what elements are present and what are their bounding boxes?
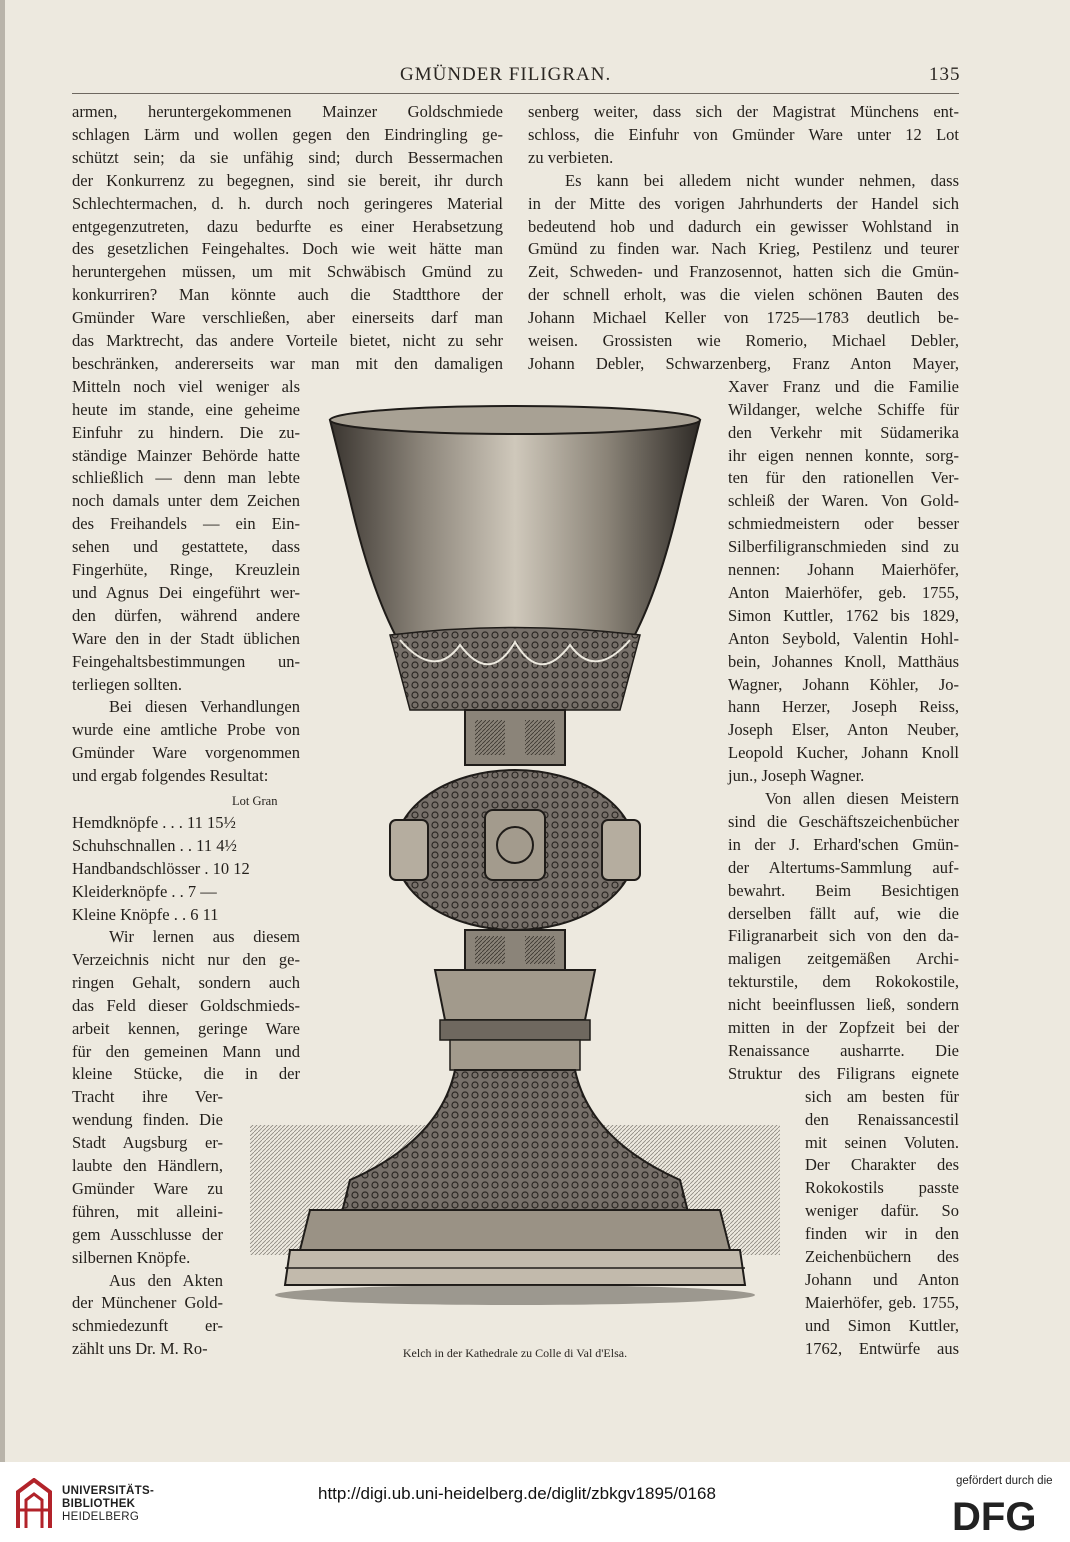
right-column-line: 1762, Entwürfe aus [805, 1338, 959, 1358]
dfg-logo [950, 1492, 1056, 1534]
right-column-line: Es kann bei alledem nicht wunder nehmen, dass [565, 170, 959, 190]
right-column-line: nicht beeinflussen ließ, sondern [728, 995, 959, 1015]
header-rule [72, 93, 959, 94]
right-column-line: nennen: Johann Maierhöfer, [728, 560, 959, 579]
left-column-line: noch damals unter dem Zeichen [72, 491, 300, 511]
left-column-line: armen, heruntergekommenen Mainzer Goldschmiede [72, 102, 503, 121]
left-column-line: Einfuhr zu hindern. Die zu- [72, 422, 300, 442]
table-header: Lot Gran [232, 794, 278, 808]
right-column-line: schloss, die Einfuhr von Gmünder Ware unter 12 Lot [528, 124, 959, 144]
right-column-line: Anton Seybold, Valentin Hohl- [728, 628, 959, 648]
left-column-line: das Marktrecht, das andere Vorteile bietet, nicht zu sehr [72, 331, 503, 350]
right-column-line: hann Herzer, Joseph Reiss, [728, 697, 959, 717]
left-column-line: laubte den Händlern, [72, 1156, 223, 1175]
left-column-line: heute im stande, eine geheime [72, 399, 300, 419]
left-column-line: den dürfen, während andere [72, 605, 300, 625]
table-row: Kleine Knöpfe . . 6 11 [72, 904, 219, 924]
right-column-line: bein, Johannes Knoll, Matthäus [728, 651, 959, 671]
left-column-line: der Konkurrenz zu begegnen, sind sie bereit, ihr durch [72, 170, 503, 190]
right-column-line: in der Mitte des vorigen Jahrhunderts der Handel sich [528, 193, 959, 213]
right-column-line: senberg weiter, dass sich der Magistrat Münchens ent- [528, 102, 959, 121]
right-column-line: bewahrt. Beim Besichtigen [728, 880, 959, 900]
left-column-line: Verzeichnis nicht nur den ge- [72, 949, 300, 969]
right-column-line: mit seinen Voluten. [805, 1132, 959, 1152]
page-number: 135 [929, 64, 961, 85]
left-column-line: Feingehaltsbestimmungen un- [72, 651, 300, 671]
right-column-line: Maierhöfer, geb. 1755, [805, 1292, 959, 1312]
funding-note: gefördert durch die [956, 1475, 1053, 1487]
right-column-line: mitten in der Zopfzeit bei der [728, 1018, 959, 1037]
table-row: Hemdknöpfe . . . 11 15½ [72, 813, 236, 832]
right-column-line: tekturstile, dem Rokokostile, [728, 972, 959, 992]
right-column-line: maligen zeitgemäßen Archi- [728, 949, 959, 969]
left-column-line: Fingerhüte, Ringe, Kreuzlein [72, 560, 300, 579]
right-column-line: ten für den rationellen Ver- [728, 468, 959, 488]
left-column-line: wurde eine amtliche Probe von [72, 720, 300, 740]
right-column-line: der Altertums-Sammlung auf- [728, 857, 959, 877]
left-column-line: der Münchener Gold- [72, 1293, 223, 1313]
right-column-line: Simon Kuttler, 1762 bis 1829, [728, 605, 959, 625]
right-column-line: Wagner, Johann Köhler, Jo- [728, 674, 959, 694]
right-column-line: Rokokostils passte [805, 1178, 959, 1198]
right-column-line: finden wir in den [805, 1224, 959, 1244]
right-column-line: schleiß der Waren. Von Gold- [728, 491, 959, 511]
left-column-line: Gmünder Ware zu [72, 1178, 223, 1198]
chalice-illustration [250, 380, 780, 1344]
left-column-line: beschränken, andererseits war man mit den damaligen [72, 353, 503, 373]
right-column-line: sind die Geschäftszeichenbücher [728, 811, 959, 831]
left-column-line: silbernen Knöpfe. [72, 1247, 191, 1267]
right-column-line: den Verkehr mit Südamerika [728, 422, 959, 442]
left-column-line: ringen Gehalt, sondern auch [72, 972, 300, 992]
left-column-line: und ergab folgendes Resultat: [72, 766, 269, 786]
right-column-line: und Simon Kuttler, [805, 1315, 959, 1335]
left-column-line: Tracht ihre Ver- [72, 1087, 223, 1107]
left-column-line: entgegenzutreten, dazu bedurfte es einer Herabsetzung [72, 216, 503, 236]
left-column-line: terliegen sollten. [72, 674, 182, 694]
left-column-line: Ware den in der Stadt üblichen [72, 628, 300, 648]
right-column-line: Johann Debler, Schwarzenberg, Franz Anton Mayer, [528, 353, 959, 373]
right-column-line: weisen. Grossisten wie Romerio, Michael Debler, [528, 331, 959, 350]
left-column-line: Bei diesen Verhandlungen [109, 697, 300, 717]
library-name-line3: HEIDELBERG [62, 1511, 140, 1523]
figure-caption: Kelch in der Kathedrale zu Colle di Val d'Elsa. [402, 1346, 628, 1360]
left-column-line: gem Ausschlusse der [72, 1224, 223, 1244]
library-name-line1: UNIVERSITÄTS- [62, 1485, 155, 1497]
dfg-logo-text: DFG [952, 1495, 1037, 1534]
left-column-line: zählt uns Dr. M. Ro- [72, 1339, 208, 1359]
left-column-line: arbeit kennen, geringe Ware [72, 1018, 300, 1038]
right-column-line: Von allen diesen Meistern [765, 789, 959, 808]
right-column-line: den Renaissancestil [805, 1109, 959, 1129]
left-column-line: Schlechtermachen, d. h. durch noch geringeres Material [72, 193, 503, 213]
right-column-line: Johann und Anton [805, 1269, 959, 1289]
right-column-line: schmiedmeistern oder besser [728, 514, 959, 534]
left-column-line: ständige Mainzer Behörde hatte [72, 445, 300, 465]
left-column-line: Gmünder Ware vorgenommen [72, 743, 300, 763]
right-column-line: der schnell erholt, was die vielen schönen Bauten des [528, 285, 959, 305]
right-column-line: Anton Maierhöfer, geb. 1755, [728, 582, 959, 602]
right-column-line: jun., Joseph Wagner. [728, 766, 865, 786]
left-column-line: führen, mit alleini- [72, 1201, 223, 1221]
left-column-line: wendung finden. Die [72, 1110, 223, 1130]
left-column-line: Mitteln noch viel weniger als [72, 376, 300, 396]
right-column-line: Joseph Elser, Anton Neuber, [728, 720, 959, 740]
university-library-logo [14, 1478, 54, 1530]
right-column-line: Zeichenbüchern des [805, 1247, 959, 1266]
right-column-line: derselben fällt auf, wie die [728, 903, 959, 923]
left-column-line: Gmünder Ware verschließen, aber einerseits darf man [72, 308, 503, 328]
right-column-line: sich am besten für [805, 1086, 959, 1106]
table-row: Handbandschlösser . 10 12 [72, 858, 250, 878]
left-column-line: schützt sein; da sie unfähig sind; durch Bessermachen [72, 147, 503, 167]
right-column-line: in der J. Erhard'schen Gmün- [728, 834, 959, 854]
library-name-line2: BIBLIOTHEK [62, 1498, 136, 1510]
left-column-line: schmiedezunft er- [72, 1316, 223, 1336]
right-column-line: ihr eigen nennen konnte, sorg- [728, 445, 959, 465]
left-column-line: Aus den Akten [109, 1270, 223, 1290]
left-column-line: konkurriren? Man könnte auch die Stadtthore der [72, 285, 503, 305]
left-column-line: das Feld dieser Goldschmieds- [72, 995, 300, 1015]
right-column-line: Xaver Franz und die Familie [728, 376, 959, 396]
left-column-line: heruntergehen müssen, um mit Schwäbisch Gmünd zu [72, 262, 503, 282]
table-row: Schuhschnallen . . 11 4½ [72, 835, 237, 855]
right-column-line: Struktur des Filigrans eignete [728, 1063, 959, 1083]
left-column-line: kleine Stücke, die in der [72, 1064, 300, 1084]
left-column-line: des Freihandels — ein Ein- [72, 514, 300, 534]
right-column-line: weniger dafür. So [805, 1201, 959, 1221]
right-column-line: Johann Michael Keller von 1725—1783 deutlich be- [528, 308, 959, 328]
right-column-line: Wildanger, welche Schiffe für [728, 399, 959, 419]
left-column-line: schlagen Lärm und wollen gegen den Eindringling ge- [72, 124, 503, 144]
right-column-line: Silberfiligranschmieden sind zu [728, 537, 959, 557]
permalink[interactable]: http://digi.ub.uni-heidelberg.de/diglit/zbkgv1895/0168 [318, 1484, 716, 1503]
right-column-line: Zeit, Schweden- und Franzosennot, hatten sich die Gmün- [528, 262, 959, 282]
left-column-line: sehen und gestattete, dass [72, 537, 300, 557]
right-column-line: Renaissance ausharrte. Die [728, 1040, 959, 1060]
right-column-line: Leopold Kucher, Johann Knoll [728, 743, 959, 763]
running-title: GMÜNDER FILIGRAN. [400, 64, 612, 85]
left-column-line: Stadt Augsburg er- [72, 1133, 223, 1153]
left-column-line: für den gemeinen Mann und [72, 1041, 300, 1061]
table-row: Kleiderknöpfe . . 7 — [72, 881, 217, 901]
left-column-line: schließlich — denn man lebte [72, 468, 300, 488]
left-column-line: und Agnus Dei eingeführt wer- [72, 582, 300, 602]
right-column-line: zu verbieten. [528, 147, 614, 167]
right-column-line: Gmünd zu finden war. Nach Krieg, Pestilenz und teurer [528, 239, 959, 259]
right-column-line: Der Charakter des [805, 1155, 959, 1175]
left-column-line: des gesetzlichen Feingehaltes. Doch wie weit hätte man [72, 239, 503, 259]
left-column-line: Wir lernen aus diesem [109, 927, 300, 946]
right-column-line: Filigranarbeit sich von den da- [728, 926, 959, 946]
right-column-line: bedeutend hob und dadurch ein gewisser Wohlstand in [528, 216, 959, 236]
